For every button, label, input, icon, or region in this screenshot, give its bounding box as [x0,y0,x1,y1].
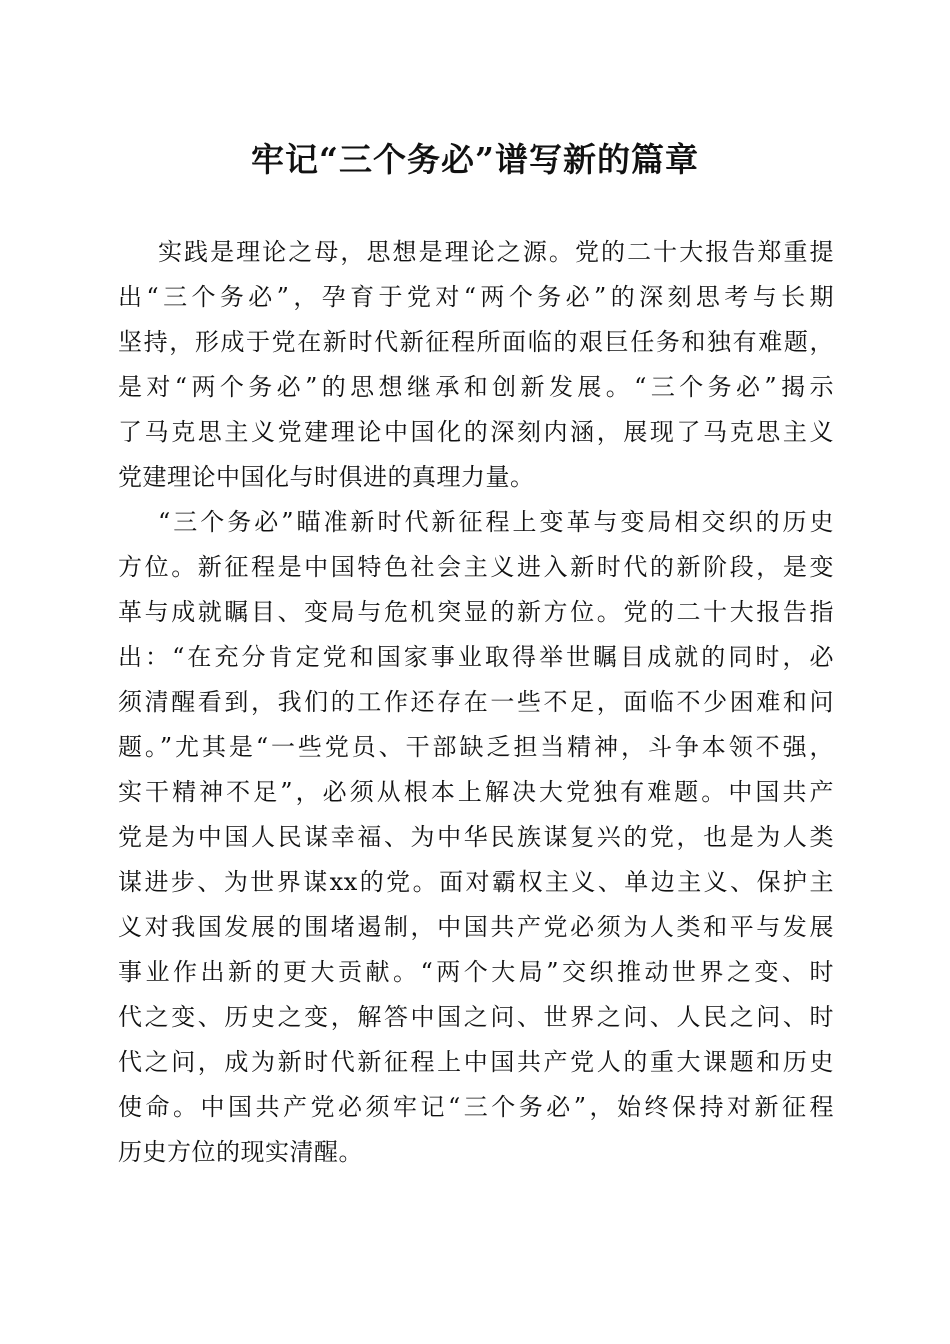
paragraph-2 [118,500,834,1175]
paragraph-line: “三个务必”瞄准新时代新征程上变革与变局相交织的历史 [158,508,834,536]
paragraph-line: 党建理论中国化与时俱进的真理力量。 [118,463,535,491]
paragraph-line: 实干精神不足”，必须从根本上解决大党独有难题。中国共产 [118,778,834,806]
document-title: 牢记“三个务必”谱写新的篇章 [251,140,699,179]
paragraph-line: 使命。中国共产党必须牢记“三个务必”，始终保持对新征程 [118,1093,834,1121]
paragraph-line: 历史方位的现实清醒。 [118,1138,363,1166]
paragraph-line: 坚持，形成于党在新时代新征程所面临的艰巨任务和独有难题， [118,328,834,356]
paragraph-line: 实践是理论之母，思想是理论之源。党的二十大报告郑重提 [158,238,834,266]
paragraph-line: 出：“在充分肯定党和国家事业取得举世瞩目成就的同时，必 [118,643,834,671]
paragraph-line: 代之变、历史之变，解答中国之问、世界之问、人民之问、时 [118,1003,834,1031]
paragraph-line: 题。”尤其是“一些党员、干部缺乏担当精神，斗争本领不强， [118,733,834,761]
paragraph-line: 方位。新征程是中国特色社会主义进入新时代的新阶段，是变 [118,553,834,581]
paragraph-line: 了马克思主义党建理论中国化的深刻内涵，展现了马克思主义 [118,418,834,446]
document-body [118,230,834,1175]
paragraph-line: 事业作出新的更大贡献。“两个大局”交织推动世界之变、时 [118,958,834,986]
paragraph-line: 须清醒看到，我们的工作还存在一些不足，面临不少困难和问 [118,688,834,716]
paragraph-line: 谋进步、为世界谋xx的党。面对霸权主义、单边主义、保护主 [118,868,834,896]
paragraph-line: 革与成就瞩目、变局与危机突显的新方位。党的二十大报告指 [118,598,834,626]
paragraph-1 [118,230,834,500]
paragraph-line: 出“三个务必”，孕育于党对“两个务必”的深刻思考与长期 [118,283,834,311]
paragraph-line: 党是为中国人民谋幸福、为中华民族谋复兴的党，也是为人类 [118,823,834,851]
paragraph-line: 是对“两个务必”的思想继承和创新发展。“三个务必”揭示 [118,373,834,401]
paragraph-line: 代之问，成为新时代新征程上中国共产党人的重大课题和历史 [118,1048,834,1076]
paragraph-line: 义对我国发展的围堵遏制，中国共产党必须为人类和平与发展 [118,913,834,941]
